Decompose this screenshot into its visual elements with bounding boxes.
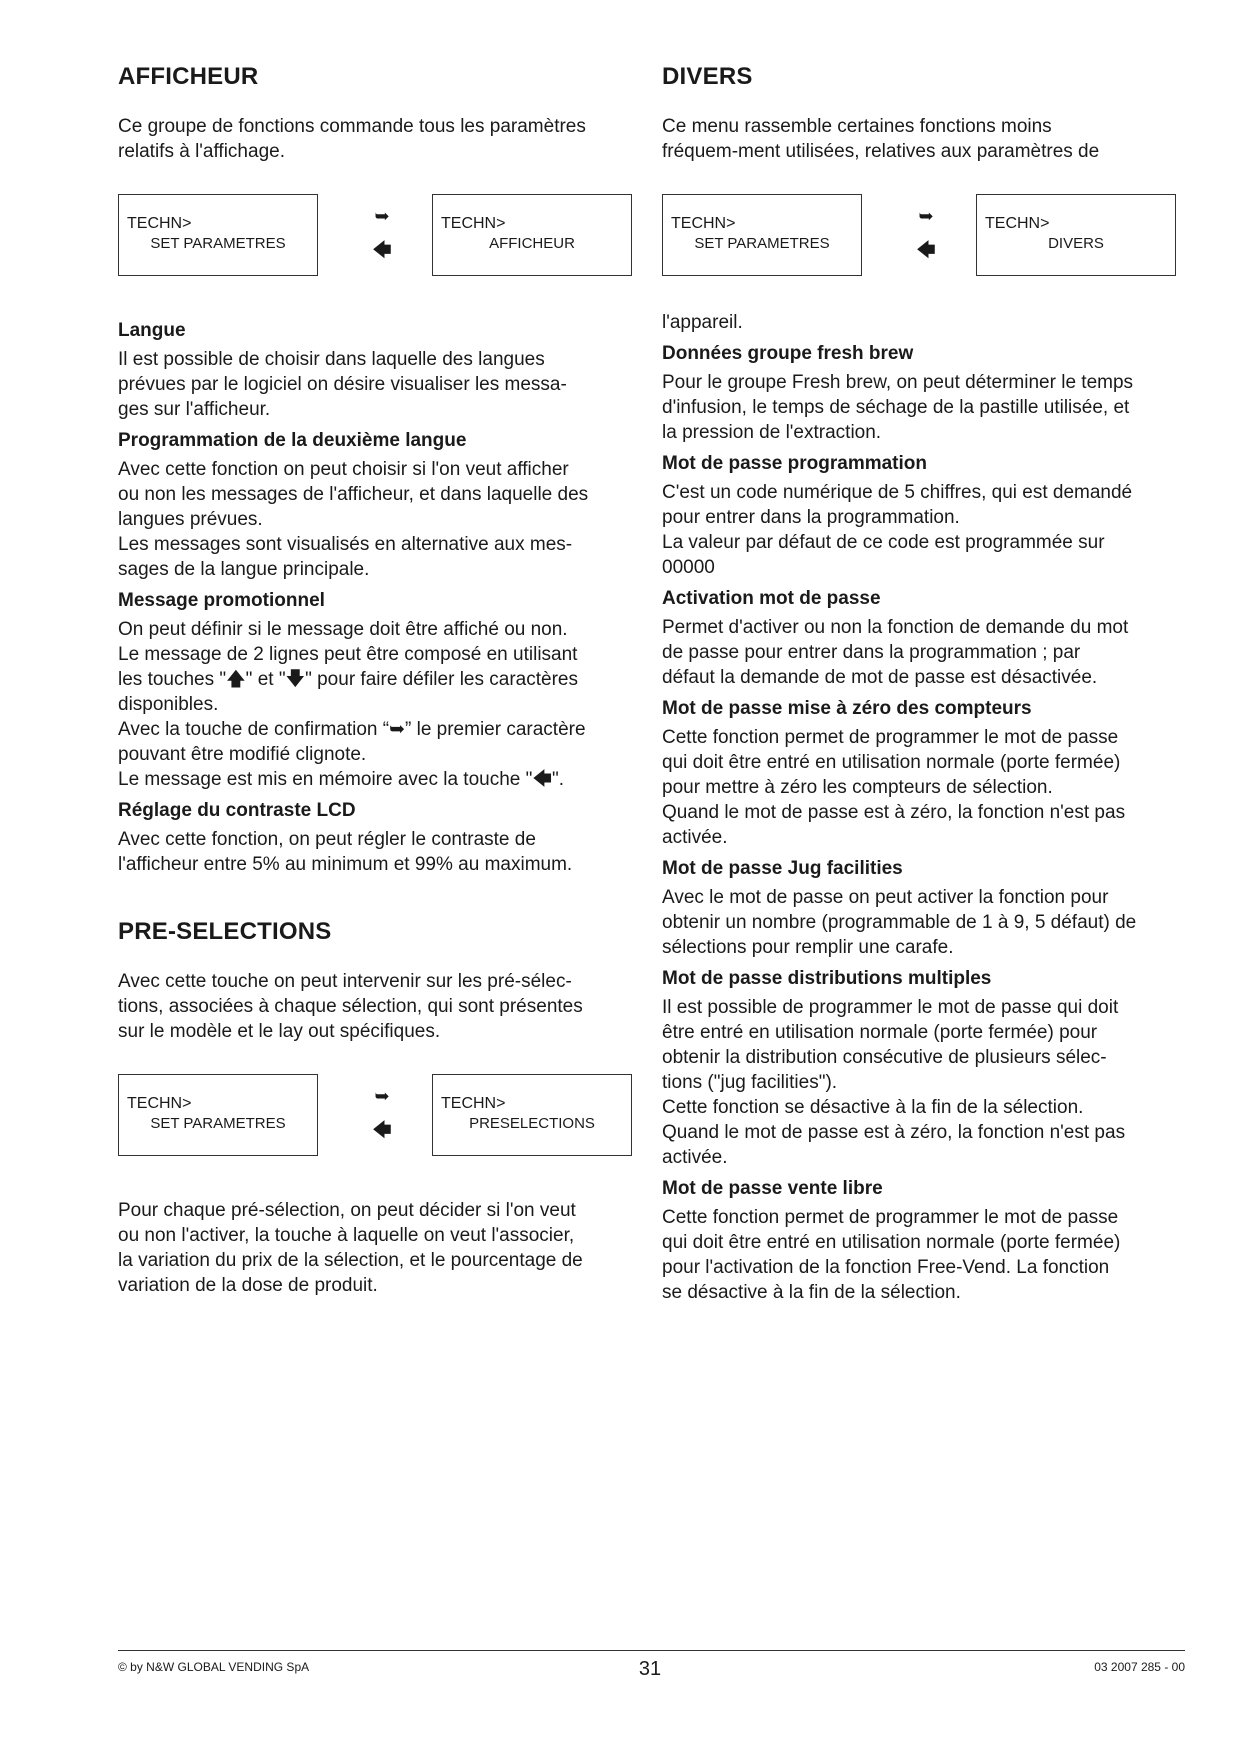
item-text-fresh-brew: Pour le groupe Fresh brew, on peut déterminer le temps d'infusion, le temps de séchage de la pastille utilisée, et la pression de l'extraction. (662, 372, 1134, 443)
item-heading-contraste-lcd: Réglage du contraste LCD (118, 800, 356, 821)
item-heading-langue: Langue (118, 320, 186, 341)
lcd-display-divers (976, 194, 1176, 276)
navigation-arrows (914, 206, 938, 260)
back-arrow-icon: 🡄 (372, 1120, 392, 1140)
left-column (118, 62, 638, 1298)
lcd-display-set-parametres (118, 194, 318, 276)
lcd-line-2: SET PARAMETRES (150, 235, 286, 252)
lcd-line-1: TECHN> (441, 215, 506, 232)
lcd-display-preselections (432, 1074, 632, 1156)
lcd-display-afficheur (432, 194, 632, 276)
right-column (662, 62, 1187, 1305)
lcd-line-2: PRESELECTIONS (469, 1115, 595, 1132)
confirm-arrow-icon: ➥ (918, 206, 934, 226)
item-heading-deuxieme-langue: Programmation de la deuxième langue (118, 430, 467, 451)
lcd-line-2: SET PARAMETRES (694, 235, 830, 252)
page-number: 31 (638, 1658, 662, 1680)
lcd-line-1: TECHN> (985, 215, 1050, 232)
document-code: 03 2007 285 - 00 (1094, 1660, 1185, 1674)
navigation-arrows (370, 1086, 394, 1140)
confirm-arrow-icon: ➥ (374, 206, 390, 226)
lcd-display-set-parametres (662, 194, 862, 276)
item-heading-jug-facilities: Mot de passe Jug facilities (662, 858, 903, 879)
preselections-outro: Pour chaque pré-sélection, on peut décider si l'on veut ou non l'activer, la touche à laquelle on veut l'associer, la variation du prix de la sélection, et le pourcentage de variation de la dose de produit. (118, 1200, 583, 1296)
item-heading-vente-libre: Mot de passe vente libre (662, 1178, 883, 1199)
item-text-message-promotionnel: On peut définir si le message doit être affiché ou non. Le message de 2 lignes peut être composé en utilisant les touches "🡅" et "🡇" pour faire défiler les caractères disponibles. Avec la touche de confirmation “➥” le premier caractère pouvant être modifié clignote. Le message est mis en mémoire avec la touche "🡄". (118, 619, 586, 790)
lcd-line-1: TECHN> (127, 1095, 192, 1112)
item-text-vente-libre: Cette fonction permet de programmer le mot de passe qui doit être entré en utilisation normale (porte fermée) pour l'activation de la fonction Free-Vend. La fonction se désactive à la fin de la sélection. (662, 1207, 1121, 1303)
navigation-arrows (370, 206, 394, 260)
divers-intro: Ce menu rassemble certaines fonctions moins fréquem-ment utilisées, relatives aux paramètres de (662, 116, 1100, 162)
preselections-title: PRE-SELECTIONS (118, 918, 332, 945)
item-heading-distributions-multiples: Mot de passe distributions multiples (662, 968, 992, 989)
divers-continuation: l'appareil. (662, 312, 743, 333)
item-heading-mot-de-passe-programmation: Mot de passe programmation (662, 453, 927, 474)
divers-menu-diagram (662, 194, 1187, 280)
item-text-deuxieme-langue: Avec cette fonction on peut choisir si l'on veut afficher ou non les messages de l'afficheur, et dans laquelle des langues prévues. Les messages sont visualisés en alternative aux mes- sages de la langue principale. (118, 459, 589, 580)
afficheur-title: AFFICHEUR (118, 63, 259, 90)
item-text-jug-facilities: Avec le mot de passe on peut activer la fonction pour obtenir un nombre (programmable de 1 à 9, 5 défaut) de sélections pour remplir une carafe. (662, 887, 1137, 958)
confirm-arrow-icon: ➥ (374, 1086, 390, 1106)
item-text-distributions-multiples: Il est possible de programmer le mot de passe qui doit être entré en utilisation normale (porte fermée) pour obtenir la distribution consécutive de plusieurs sélec- tions ("jug facilities"). Cette fonction se désactive à la fin de la sélection. Quand le mot de passe est à zéro, la fonction n'est pas activée. (662, 997, 1126, 1168)
back-arrow-icon: 🡄 (916, 240, 936, 260)
lcd-line-2: SET PARAMETRES (150, 1115, 286, 1132)
divers-title: DIVERS (662, 63, 753, 90)
footer-copyright: © by N&W GLOBAL VENDING SpA (118, 1660, 310, 1674)
item-text-activation-mot-de-passe: Permet d'activer ou non la fonction de demande du mot de passe pour entrer dans la programmation ; par défaut la demande de mot de passe est désactivée. (662, 617, 1129, 688)
lcd-line-1: TECHN> (671, 215, 736, 232)
lcd-line-2: DIVERS (1048, 235, 1104, 252)
divers-items (662, 341, 1187, 1305)
item-heading-message-promotionnel: Message promotionnel (118, 590, 325, 611)
item-heading-remise-a-zero-compteurs: Mot de passe mise à zéro des compteurs (662, 698, 1032, 719)
preselections-intro: Avec cette touche on peut intervenir sur les pré-sélec- tions, associées à chaque sélection, qui sont présentes sur le modèle et le lay out spécifiques. (118, 971, 583, 1042)
item-text-remise-a-zero-compteurs: Cette fonction permet de programmer le mot de passe qui doit être entré en utilisation normale (porte fermée) pour mettre à zéro les compteurs de sélection. Quand le mot de passe est à zéro, la fonction n'est pas activée. (662, 727, 1126, 848)
footer-divider (118, 1650, 1185, 1651)
afficheur-menu-diagram (118, 194, 638, 280)
lcd-line-1: TECHN> (441, 1095, 506, 1112)
item-text-mot-de-passe-programmation: C'est un code numérique de 5 chiffres, qui est demandé pour entrer dans la programmation. La valeur par défaut de ce code est programmée sur 00000 (662, 482, 1133, 578)
afficheur-intro: Ce groupe de fonctions commande tous les paramètres relatifs à l'affichage. (118, 116, 586, 162)
lcd-display-set-parametres (118, 1074, 318, 1156)
afficheur-items (118, 318, 638, 877)
back-arrow-icon: 🡄 (372, 240, 392, 260)
preselections-menu-diagram (118, 1074, 638, 1160)
item-heading-activation-mot-de-passe: Activation mot de passe (662, 588, 881, 609)
item-text-contraste-lcd: Avec cette fonction, on peut régler le contraste de l'afficheur entre 5% au minimum et 99% au maximum. (118, 829, 573, 875)
preselections-section (118, 917, 638, 1298)
item-text-langue: Il est possible de choisir dans laquelle des langues prévues par le logiciel on désire visualiser les messa- ges sur l'afficheur. (118, 349, 567, 420)
lcd-line-2: AFFICHEUR (489, 235, 575, 252)
lcd-line-1: TECHN> (127, 215, 192, 232)
item-heading-fresh-brew: Données groupe fresh brew (662, 343, 914, 364)
